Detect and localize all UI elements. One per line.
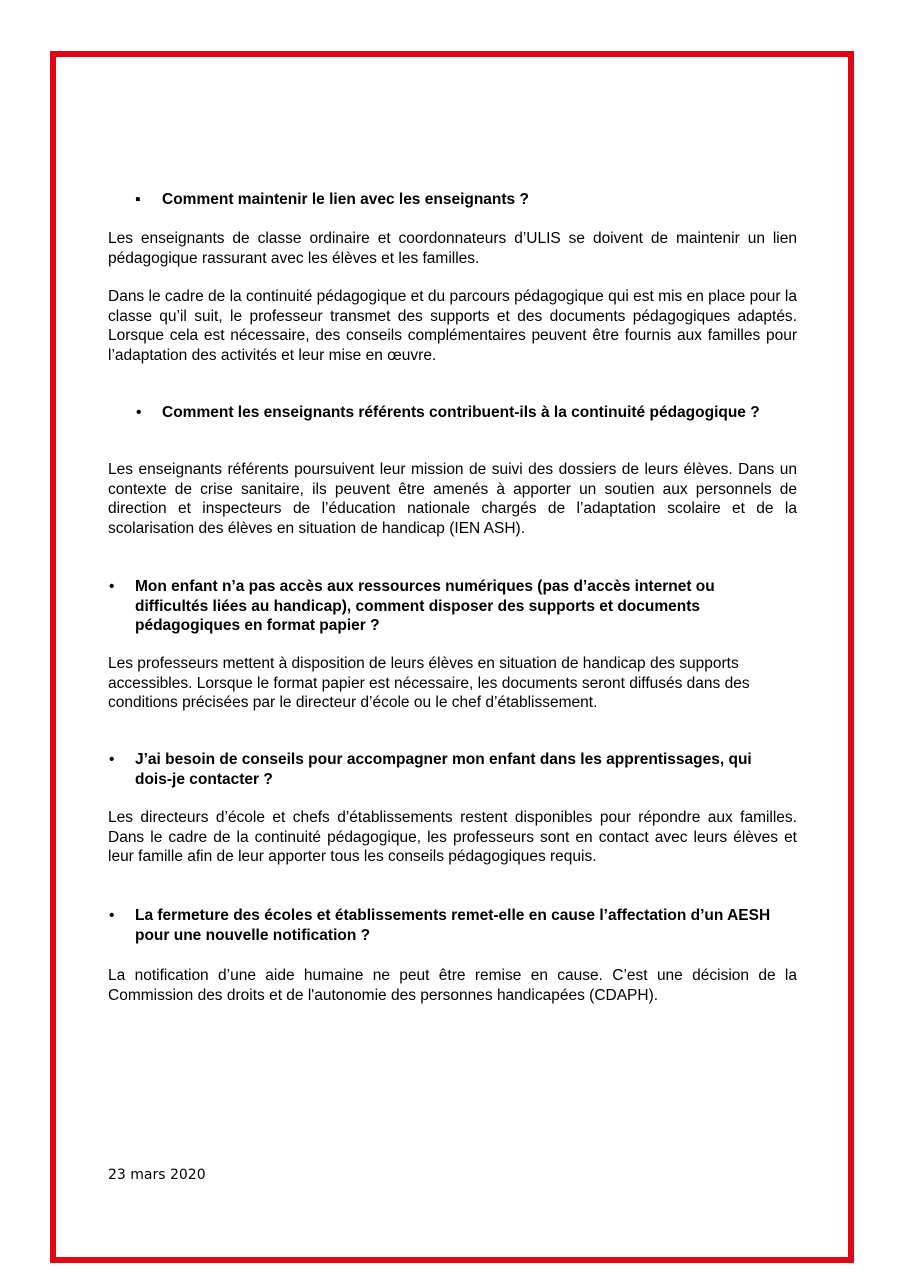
paragraph-5a: La notification d’une aide humaine ne peut être remise en cause. C’est une décision de la Commission des droits et de l'autonomie des personnes handicapées (CDAPH).	[108, 967, 797, 1004]
bullet-icon: •	[109, 751, 115, 768]
question-heading-1: Comment maintenir le lien avec les enseignants ?	[162, 191, 529, 208]
bullet-icon: •	[136, 404, 142, 421]
footer-date: 23 mars 2020	[108, 1167, 206, 1183]
question-heading-5: La fermeture des écoles et établissements remet-elle en cause l’affectation d’un AESH pour une nouvelle notification ?	[135, 907, 771, 944]
bullet-icon: •	[109, 578, 115, 595]
question-heading-2: Comment les enseignants référents contribuent-ils à la continuité pédagogique ?	[162, 404, 760, 421]
square-bullet-icon: ▪	[135, 191, 141, 208]
paragraph-1b: Dans le cadre de la continuité pédagogique et du parcours pédagogique qui est mis en place pour la classe qu’il suit, le professeur transmet des supports et des documents pédagogiques adaptés. Lorsque cela est nécessaire, des conseils complémentaires peuvent être fournis aux familles pour l’adaptation des activités et leur mise en œuvre.	[108, 288, 797, 364]
question-heading-4: J’ai besoin de conseils pour accompagner mon enfant dans les apprentissages, qui dois-je contacter ?	[135, 751, 752, 788]
paragraph-3a: Les professeurs mettent à disposition de leurs élèves en situation de handicap des supports accessibles. Lorsque le format papier est nécessaire, les documents seront diffusés dans des conditions précisées par le directeur d’école ou le chef d’établissement.	[108, 655, 750, 711]
question-heading-3: Mon enfant n’a pas accès aux ressources numériques (pas d’accès internet ou difficultés liées au handicap), comment disposer des supports et documents pédagogiques en format papier ?	[135, 578, 715, 634]
paragraph-2a: Les enseignants référents poursuivent leur mission de suivi des dossiers de leurs élèves. Dans un contexte de crise sanitaire, ils peuvent être amenés à apporter un soutien aux personnels de direction et inspecteurs de l’éducation nationale chargés de l’adaptation scolaire et de la scolarisation des élèves en situation de handicap (IEN ASH).	[108, 461, 797, 537]
bullet-icon: •	[109, 907, 115, 924]
paragraph-1a: Les enseignants de classe ordinaire et coordonnateurs d’ULIS se doivent de maintenir un lien pédagogique rassurant avec les élèves et les familles.	[108, 230, 797, 267]
paragraph-4a: Les directeurs d’école et chefs d’établissements restent disponibles pour répondre aux familles. Dans le cadre de la continuité pédagogique, les professeurs sont en contact avec leurs élèves et leur famille afin de leur apporter tous les conseils pédagogiques requis.	[108, 809, 797, 865]
